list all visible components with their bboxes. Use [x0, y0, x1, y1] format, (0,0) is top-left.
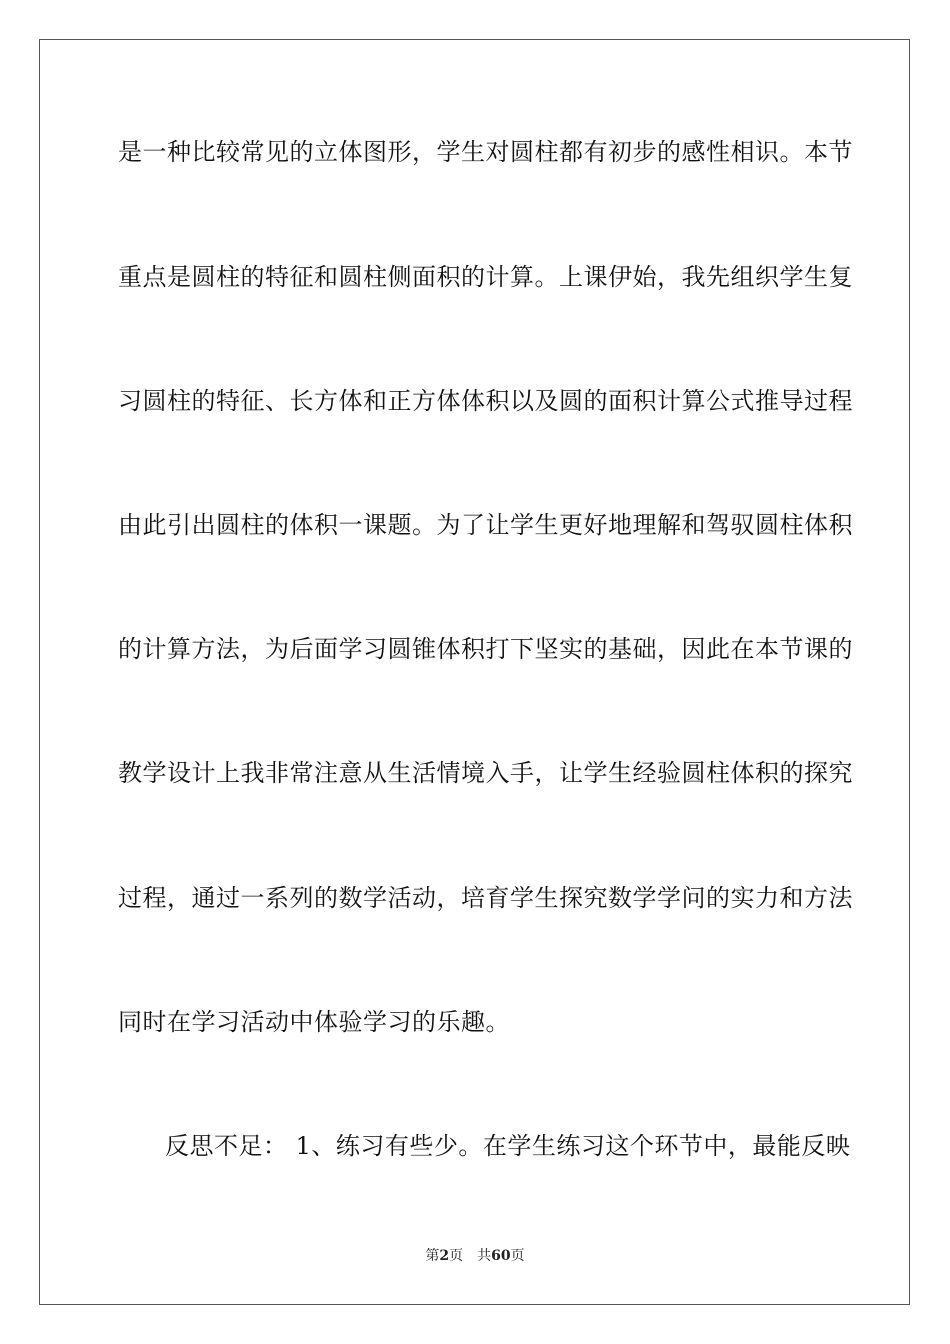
text-line-2: 重点是圆柱的特征和圆柱侧面积的计算。上课伊始，我先组织学生复: [118, 263, 853, 291]
footer-page-number: 2: [439, 1248, 450, 1264]
footer-total-pages: 60: [491, 1248, 511, 1264]
footer-total-prefix: 共: [477, 1248, 492, 1264]
footer-total-suffix: 页: [510, 1248, 525, 1264]
footer-page-suffix: 页: [449, 1248, 464, 1264]
text-line-8: 同时在学习活动中体验学习的乐趣。: [118, 1008, 510, 1036]
text-line-4: 由此引出圆柱的体积一课题。为了让学生更好地理解和驾驭圆柱体积: [118, 511, 853, 539]
text-line-9: 反思不足： 1、练习有些少。在学生练习这个环节中，最能反映: [165, 1132, 851, 1160]
text-line-5: 的计算方法，为后面学习圆锥体积打下坚实的基础，因此在本节课的: [118, 635, 853, 663]
page-border: [39, 39, 910, 1305]
text-line-7: 过程，通过一系列的数学活动，培育学生探究数学学问的实力和方法: [118, 884, 853, 912]
text-line-3: 习圆柱的特征、长方体和正方体体积以及圆的面积计算公式推导过程: [118, 387, 853, 415]
text-line-1: 是一种比较常见的立体图形，学生对圆柱都有初步的感性相识。本节: [118, 138, 853, 166]
footer-page-prefix: 第: [425, 1248, 440, 1264]
text-line-6: 教学设计上我非常注意从生活情境入手，让学生经验圆柱体积的探究: [118, 759, 853, 787]
page-footer: [0, 1247, 950, 1265]
